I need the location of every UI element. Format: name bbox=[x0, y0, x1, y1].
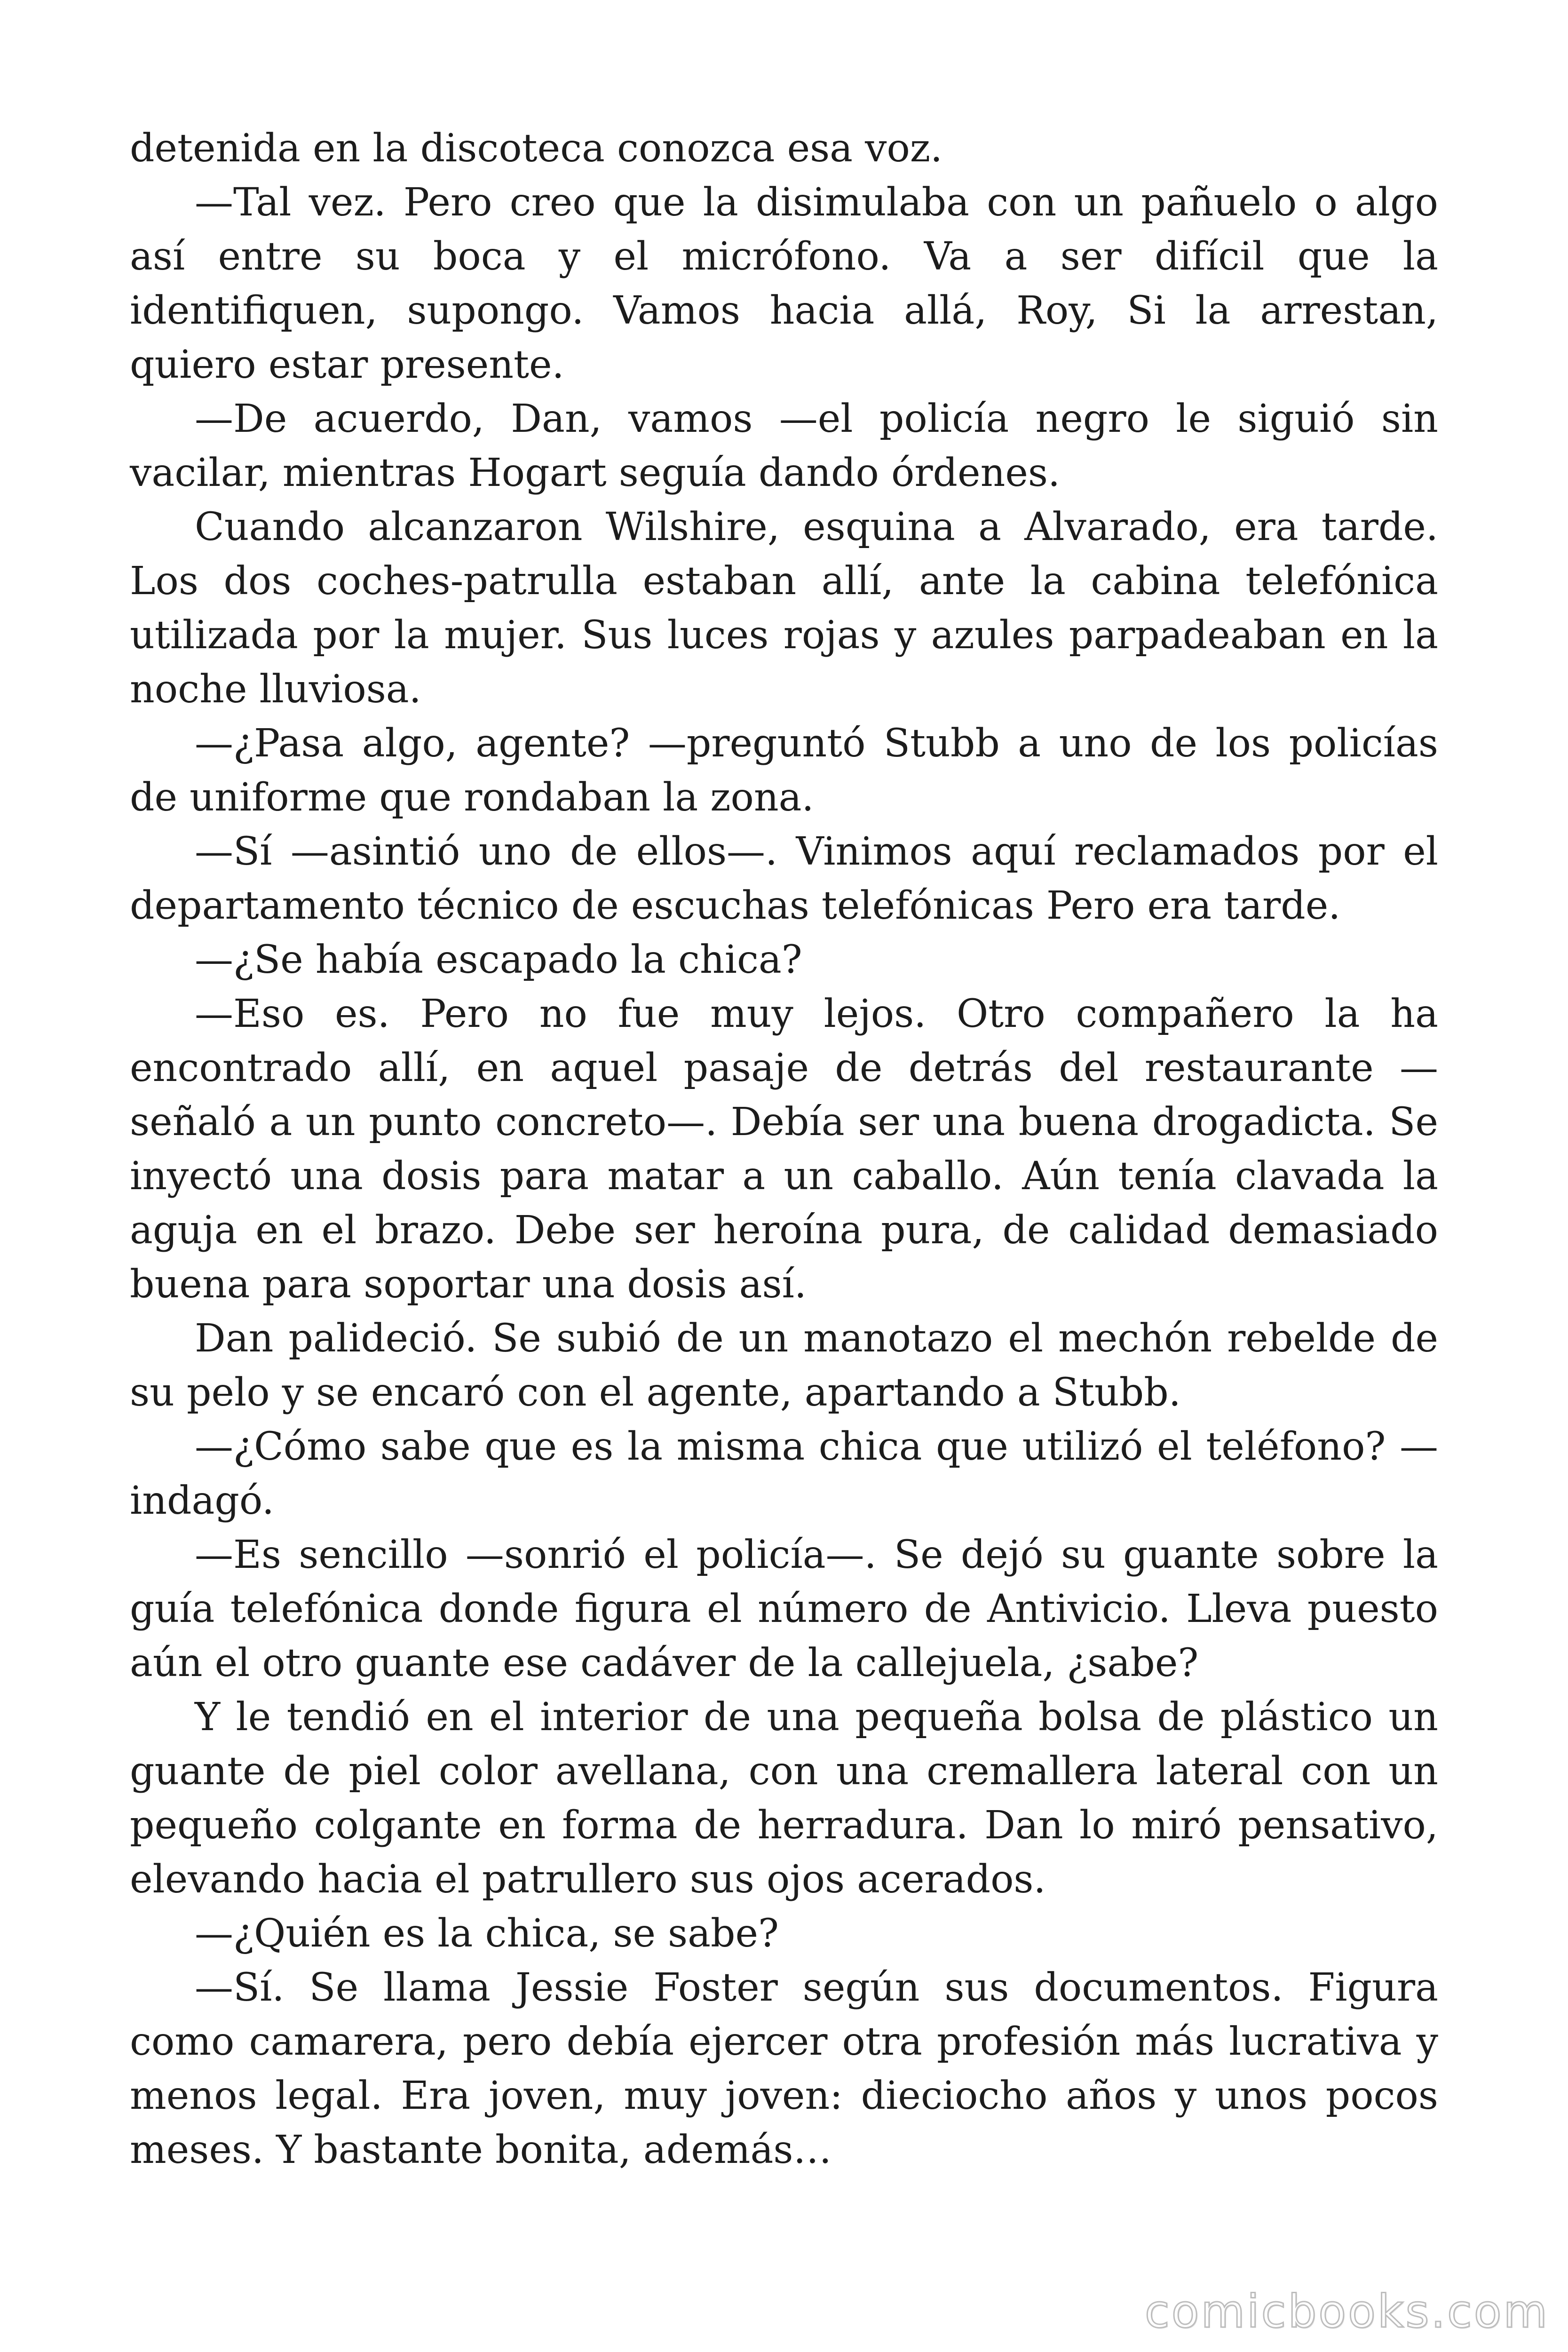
paragraph: Cuando alcanzaron Wilshire, esquina a Alvarado, era tarde. Los dos coches-patrulla estaban allí, ante la cabina telefónica utilizada por la mujer. Sus luces rojas y azules parpadeaban en la noche lluviosa. bbox=[130, 505, 1438, 712]
paragraph: Dan palideció. Se subió de un manotazo el mechón rebelde de su pelo y se encaró con el agente, apartando a Stubb. bbox=[130, 1316, 1438, 1415]
paragraph: —¿Pasa algo, agente? —preguntó Stubb a uno de los policías de uniforme que rondaban la zona. bbox=[130, 721, 1438, 820]
paragraph: Y le tendió en el interior de una pequeña bolsa de plástico un guante de piel color avellana, con una cremallera lateral con un pequeño colgante en forma de herradura. Dan lo miró pensativo, elevando hacia el patrullero sus ojos acerados. bbox=[130, 1695, 1438, 1902]
paragraph: —¿Quién es la chica, se sabe? bbox=[195, 1911, 779, 1956]
paragraph: —De acuerdo, Dan, vamos —el policía negro le siguió sin vacilar, mientras Hogart seguía dando órdenes. bbox=[130, 397, 1438, 495]
paragraph: —Es sencillo —sonrió el policía—. Se dejó su guante sobre la guía telefónica donde figura el número de Antivicio. Lleva puesto aún el otro guante ese cadáver de la callejuela, ¿sabe? bbox=[130, 1533, 1438, 1685]
paragraph: —Tal vez. Pero creo que la disimulaba con un pañuelo o algo así entre su boca y el micrófono. Va a ser difícil que la identifiquen, supongo. Vamos hacia allá, Roy, Si la arrestan, quiero estar presente. bbox=[130, 180, 1438, 387]
paragraph: detenida en la discoteca conozca esa voz. bbox=[130, 126, 943, 171]
paragraph: —¿Se había escapado la chica? bbox=[195, 938, 802, 982]
paragraph: —Sí —asintió uno de ellos—. Vinimos aquí reclamados por el departamento técnico de escuchas telefónicas Pero era tarde. bbox=[130, 829, 1438, 928]
paragraph: —Sí. Se llama Jessie Foster según sus documentos. Figura como camarera, pero debía ejercer otra profesión más lucrativa y menos legal. Era joven, muy joven: dieciocho años y unos pocos meses. Y bastante bonita, además… bbox=[130, 1965, 1438, 2172]
paragraph: —¿Cómo sabe que es la misma chica que utilizó el teléfono? —indagó. bbox=[130, 1424, 1438, 1523]
body-text bbox=[130, 121, 1438, 2177]
paragraph: —Eso es. Pero no fue muy lejos. Otro compañero la ha encontrado allí, en aquel pasaje de detrás del restaurante —señaló a un punto concreto—. Debía ser una buena drogadicta. Se inyectó una dosis para matar a un caballo. Aún tenía clavada la aguja en el brazo. Debe ser heroína pura, de calidad demasiado buena para soportar una dosis así. bbox=[130, 992, 1438, 1307]
watermark: comicbooks.com bbox=[1144, 2285, 1549, 2338]
